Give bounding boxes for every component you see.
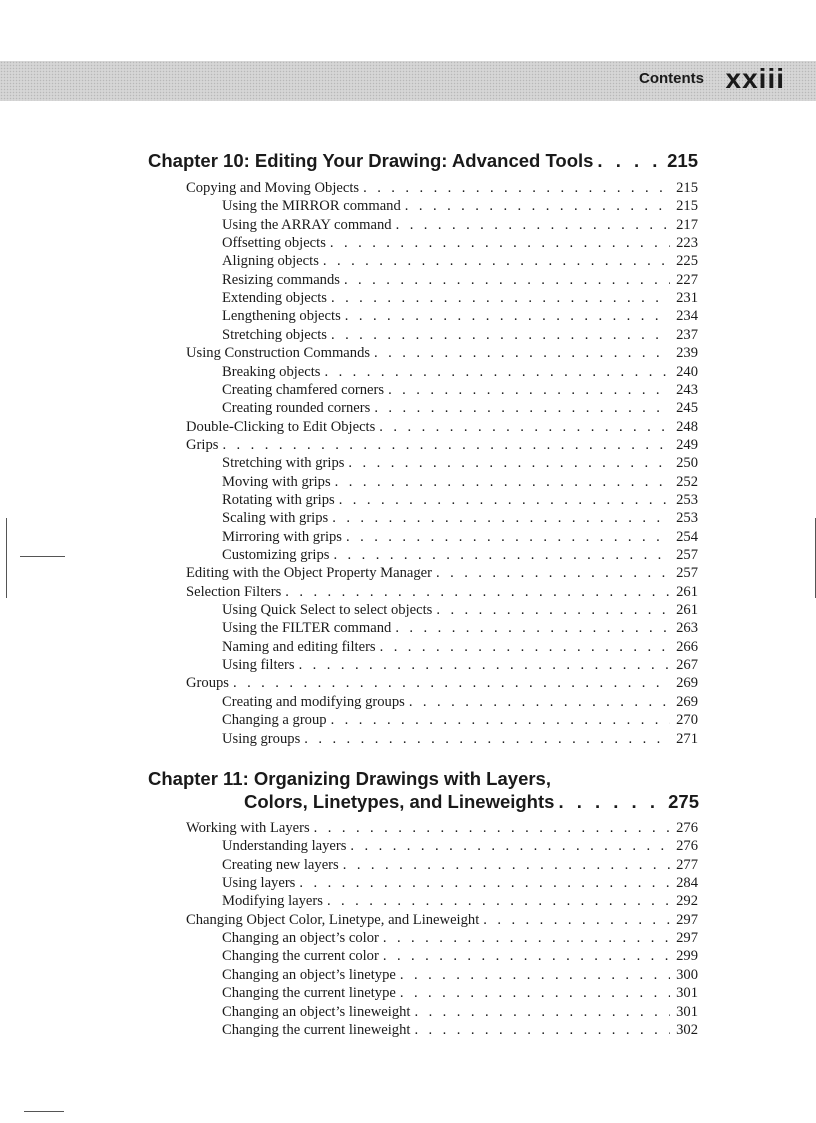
entry-page: 269 [676, 693, 698, 710]
entry-page: 271 [676, 730, 698, 747]
dot-leader [324, 364, 670, 381]
dot-leader [304, 731, 670, 748]
toc-subsection-entry[interactable] [222, 857, 698, 875]
entry-title: Rotating with grips [222, 491, 335, 508]
entry-page: 239 [676, 345, 698, 362]
toc-subsection-entry[interactable] [222, 838, 698, 856]
dot-leader [363, 180, 670, 197]
chapter-title: Chapter 10: Editing Your Drawing: Advanced Tools [148, 150, 594, 171]
chapter-11-heading-line1[interactable] [148, 768, 698, 790]
toc-subsection-entry[interactable] [222, 620, 698, 638]
entry-title: Extending objects [222, 290, 327, 307]
entry-title: Selection Filters [186, 583, 282, 600]
entry-title: Changing an object’s color [222, 930, 379, 947]
toc-subsection-entry[interactable] [222, 712, 698, 730]
toc-subsection-entry[interactable] [222, 492, 698, 510]
entry-title: Mirroring with grips [222, 528, 342, 545]
dot-leader [285, 584, 670, 601]
entry-page: 248 [676, 418, 698, 435]
entry-page: 240 [676, 363, 698, 380]
entry-page: 263 [676, 620, 698, 637]
entry-page: 225 [676, 253, 698, 270]
dot-leader [483, 912, 670, 929]
toc-section-entry[interactable] [186, 437, 698, 455]
toc-subsection-entry[interactable] [222, 985, 698, 1003]
dot-leader [405, 198, 670, 215]
chapter-title: Chapter 11: Organizing Drawings with Layers, [148, 768, 551, 789]
entry-title: Resizing commands [222, 271, 340, 288]
entry-page: 277 [676, 856, 698, 873]
chapter-10-heading[interactable] [148, 150, 698, 172]
toc-section-entry[interactable] [186, 419, 698, 437]
toc-section-entry[interactable] [186, 565, 698, 583]
dot-leader [436, 602, 670, 619]
entry-title: Creating rounded corners [222, 400, 371, 417]
toc-subsection-entry[interactable] [222, 198, 698, 216]
entry-page: 245 [676, 400, 698, 417]
dot-leader [330, 235, 670, 252]
entry-title: Grips [186, 436, 219, 453]
dot-leader [222, 437, 670, 454]
toc-subsection-entry[interactable] [222, 930, 698, 948]
entry-title: Creating new layers [222, 856, 339, 873]
dot-leader [379, 419, 670, 436]
dot-leader [436, 565, 670, 582]
entry-page: 215 [676, 180, 698, 196]
dot-leader [395, 620, 670, 637]
entry-title: Using the ARRAY command [222, 216, 392, 233]
toc-subsection-entry[interactable] [222, 400, 698, 418]
entry-title: Using filters [222, 657, 295, 674]
toc-subsection-entry[interactable] [222, 1004, 698, 1022]
dot-leader [331, 327, 670, 344]
toc-subsection-entry[interactable] [222, 272, 698, 290]
entry-page: 301 [676, 985, 698, 1002]
dot-leader [333, 547, 670, 564]
entry-page: 302 [676, 1021, 698, 1038]
entry-title: Using the MIRROR command [222, 198, 401, 215]
entry-page: 215 [676, 198, 698, 215]
entry-title: Breaking objects [222, 363, 321, 380]
entry-title: Creating and modifying groups [222, 693, 405, 710]
toc-subsection-entry[interactable] [222, 657, 698, 675]
entry-title: Using the FILTER command [222, 620, 392, 637]
entry-page: 237 [676, 326, 698, 343]
chapter-page: 215 [667, 150, 698, 171]
entry-title: Editing with the Object Property Manager [186, 565, 433, 582]
entry-title: Modifying layers [222, 893, 323, 910]
dot-leader [344, 272, 670, 289]
entry-title: Copying and Moving Objects [186, 180, 360, 196]
entry-page: 301 [676, 1003, 698, 1020]
dot-leader [374, 345, 670, 362]
entry-title: Understanding layers [222, 838, 347, 855]
entry-page: 249 [676, 436, 698, 453]
dot-leader [335, 474, 670, 491]
toc-subsection-entry[interactable] [222, 967, 698, 985]
dot-leader [388, 382, 670, 399]
dot-leader [597, 150, 661, 172]
entry-title: Double-Clicking to Edit Objects [186, 418, 376, 435]
dot-leader [323, 253, 670, 270]
crop-mark [6, 518, 7, 598]
entry-title: Lengthening objects [222, 308, 341, 325]
toc-subsection-entry[interactable] [222, 602, 698, 620]
entry-title: Scaling with grips [222, 510, 329, 527]
entry-page: 270 [676, 712, 698, 729]
entry-title: Using groups [222, 730, 301, 747]
entry-page: 217 [676, 216, 698, 233]
entry-title: Naming and editing filters [222, 638, 376, 655]
entry-title: Changing the current lineweight [222, 1021, 411, 1038]
dot-leader [346, 529, 670, 546]
toc-section-entry[interactable] [186, 912, 698, 930]
entry-page: 234 [676, 308, 698, 325]
entry-title: Stretching objects [222, 326, 327, 343]
entry-title: Using Construction Commands [186, 345, 371, 362]
chapter-title-continued: Colors, Linetypes, and Lineweights [244, 791, 555, 812]
toc-subsection-entry[interactable] [222, 639, 698, 657]
toc-subsection-entry[interactable] [222, 547, 698, 565]
chapter-page: 275 [668, 791, 699, 812]
entry-page: 257 [676, 547, 698, 563]
dot-leader [558, 791, 662, 813]
entry-page: 266 [676, 638, 698, 655]
registration-mark [20, 556, 65, 557]
entry-page: 223 [676, 235, 698, 252]
entry-page: 299 [676, 948, 698, 965]
entry-page: 276 [676, 838, 698, 855]
entry-page: 292 [676, 893, 698, 910]
entry-page: 276 [676, 820, 698, 836]
entry-title: Working with Layers [186, 820, 310, 836]
toc-section-entry[interactable] [186, 345, 698, 363]
dot-leader [400, 985, 670, 1002]
entry-title: Groups [186, 675, 229, 692]
entry-title: Changing the current color [222, 948, 379, 965]
entry-page: 297 [676, 911, 698, 928]
toc-subsection-entry[interactable] [222, 217, 698, 235]
dot-leader [345, 308, 670, 325]
dot-leader [327, 893, 670, 910]
toc-subsection-entry[interactable] [222, 308, 698, 326]
entry-title: Creating chamfered corners [222, 381, 385, 398]
toc-subsection-entry[interactable] [222, 235, 698, 253]
dot-leader [383, 930, 670, 947]
dot-leader [400, 967, 670, 984]
entry-page: 261 [676, 602, 698, 619]
toc-subsection-entry[interactable] [222, 731, 698, 749]
toc-section-entry[interactable] [186, 584, 698, 602]
entry-page: 267 [676, 657, 698, 674]
dot-leader [348, 455, 670, 472]
entry-title: Customizing grips [222, 547, 330, 563]
dot-leader [383, 948, 670, 965]
dot-leader [409, 694, 670, 711]
entry-page: 261 [676, 583, 698, 600]
toc-subsection-entry[interactable] [222, 1022, 698, 1040]
toc-section-entry[interactable] [186, 675, 698, 693]
toc-subsection-entry[interactable] [222, 474, 698, 492]
toc-subsection-entry[interactable] [222, 948, 698, 966]
entry-page: 250 [676, 455, 698, 472]
dot-leader [414, 1004, 670, 1021]
toc-subsection-entry[interactable] [222, 253, 698, 271]
toc-subsection-entry[interactable] [222, 382, 698, 400]
entry-page: 231 [676, 290, 698, 307]
toc-subsection-entry[interactable] [222, 694, 698, 712]
entry-page: 297 [676, 930, 698, 947]
entry-title: Using Quick Select to select objects [222, 602, 433, 619]
toc-section-entry[interactable] [186, 180, 698, 198]
entry-title: Aligning objects [222, 253, 319, 270]
toc-subsection-entry[interactable] [222, 529, 698, 547]
entry-title: Using layers [222, 875, 296, 892]
entry-title: Changing the current linetype [222, 985, 396, 1002]
entry-page: 300 [676, 966, 698, 983]
chapter-11-heading-line2[interactable] [244, 791, 699, 813]
toc-subsection-entry[interactable] [222, 455, 698, 473]
entry-page: 227 [676, 271, 698, 288]
dot-leader [374, 400, 670, 417]
running-header-section: Contents [639, 70, 704, 87]
toc-subsection-entry[interactable] [222, 875, 698, 893]
toc-subsection-entry[interactable] [222, 327, 698, 345]
entry-page: 253 [676, 510, 698, 527]
dot-leader [314, 820, 670, 837]
dot-leader [350, 838, 670, 855]
entry-title: Changing an object’s lineweight [222, 1003, 411, 1020]
entry-page: 254 [676, 528, 698, 545]
dot-leader [380, 639, 671, 656]
toc-subsection-entry[interactable] [222, 510, 698, 528]
entry-page: 269 [676, 675, 698, 692]
toc-subsection-entry[interactable] [222, 364, 698, 382]
dot-leader [299, 875, 670, 892]
entry-page: 243 [676, 381, 698, 398]
entry-page: 252 [676, 473, 698, 490]
entry-title: Offsetting objects [222, 235, 326, 252]
toc-subsection-entry[interactable] [222, 893, 698, 911]
entry-title: Changing a group [222, 712, 327, 729]
entry-page: 257 [676, 565, 698, 582]
dot-leader [332, 510, 670, 527]
dot-leader [233, 675, 670, 692]
entry-title: Stretching with grips [222, 455, 345, 472]
dot-leader [339, 492, 670, 509]
entry-page: 284 [676, 875, 698, 892]
dot-leader [331, 712, 671, 729]
dot-leader [299, 657, 671, 674]
dot-leader [331, 290, 670, 307]
toc-section-entry[interactable] [186, 820, 698, 838]
toc-subsection-entry[interactable] [222, 290, 698, 308]
dot-leader [396, 217, 671, 234]
dot-leader [414, 1022, 670, 1039]
dot-leader [343, 857, 670, 874]
page-number: xxiii [725, 63, 785, 94]
crop-mark [24, 1111, 64, 1112]
entry-title: Changing Object Color, Linetype, and Lineweight [186, 911, 480, 928]
entry-title: Changing an object’s linetype [222, 966, 396, 983]
entry-page: 253 [676, 491, 698, 508]
entry-title: Moving with grips [222, 473, 331, 490]
